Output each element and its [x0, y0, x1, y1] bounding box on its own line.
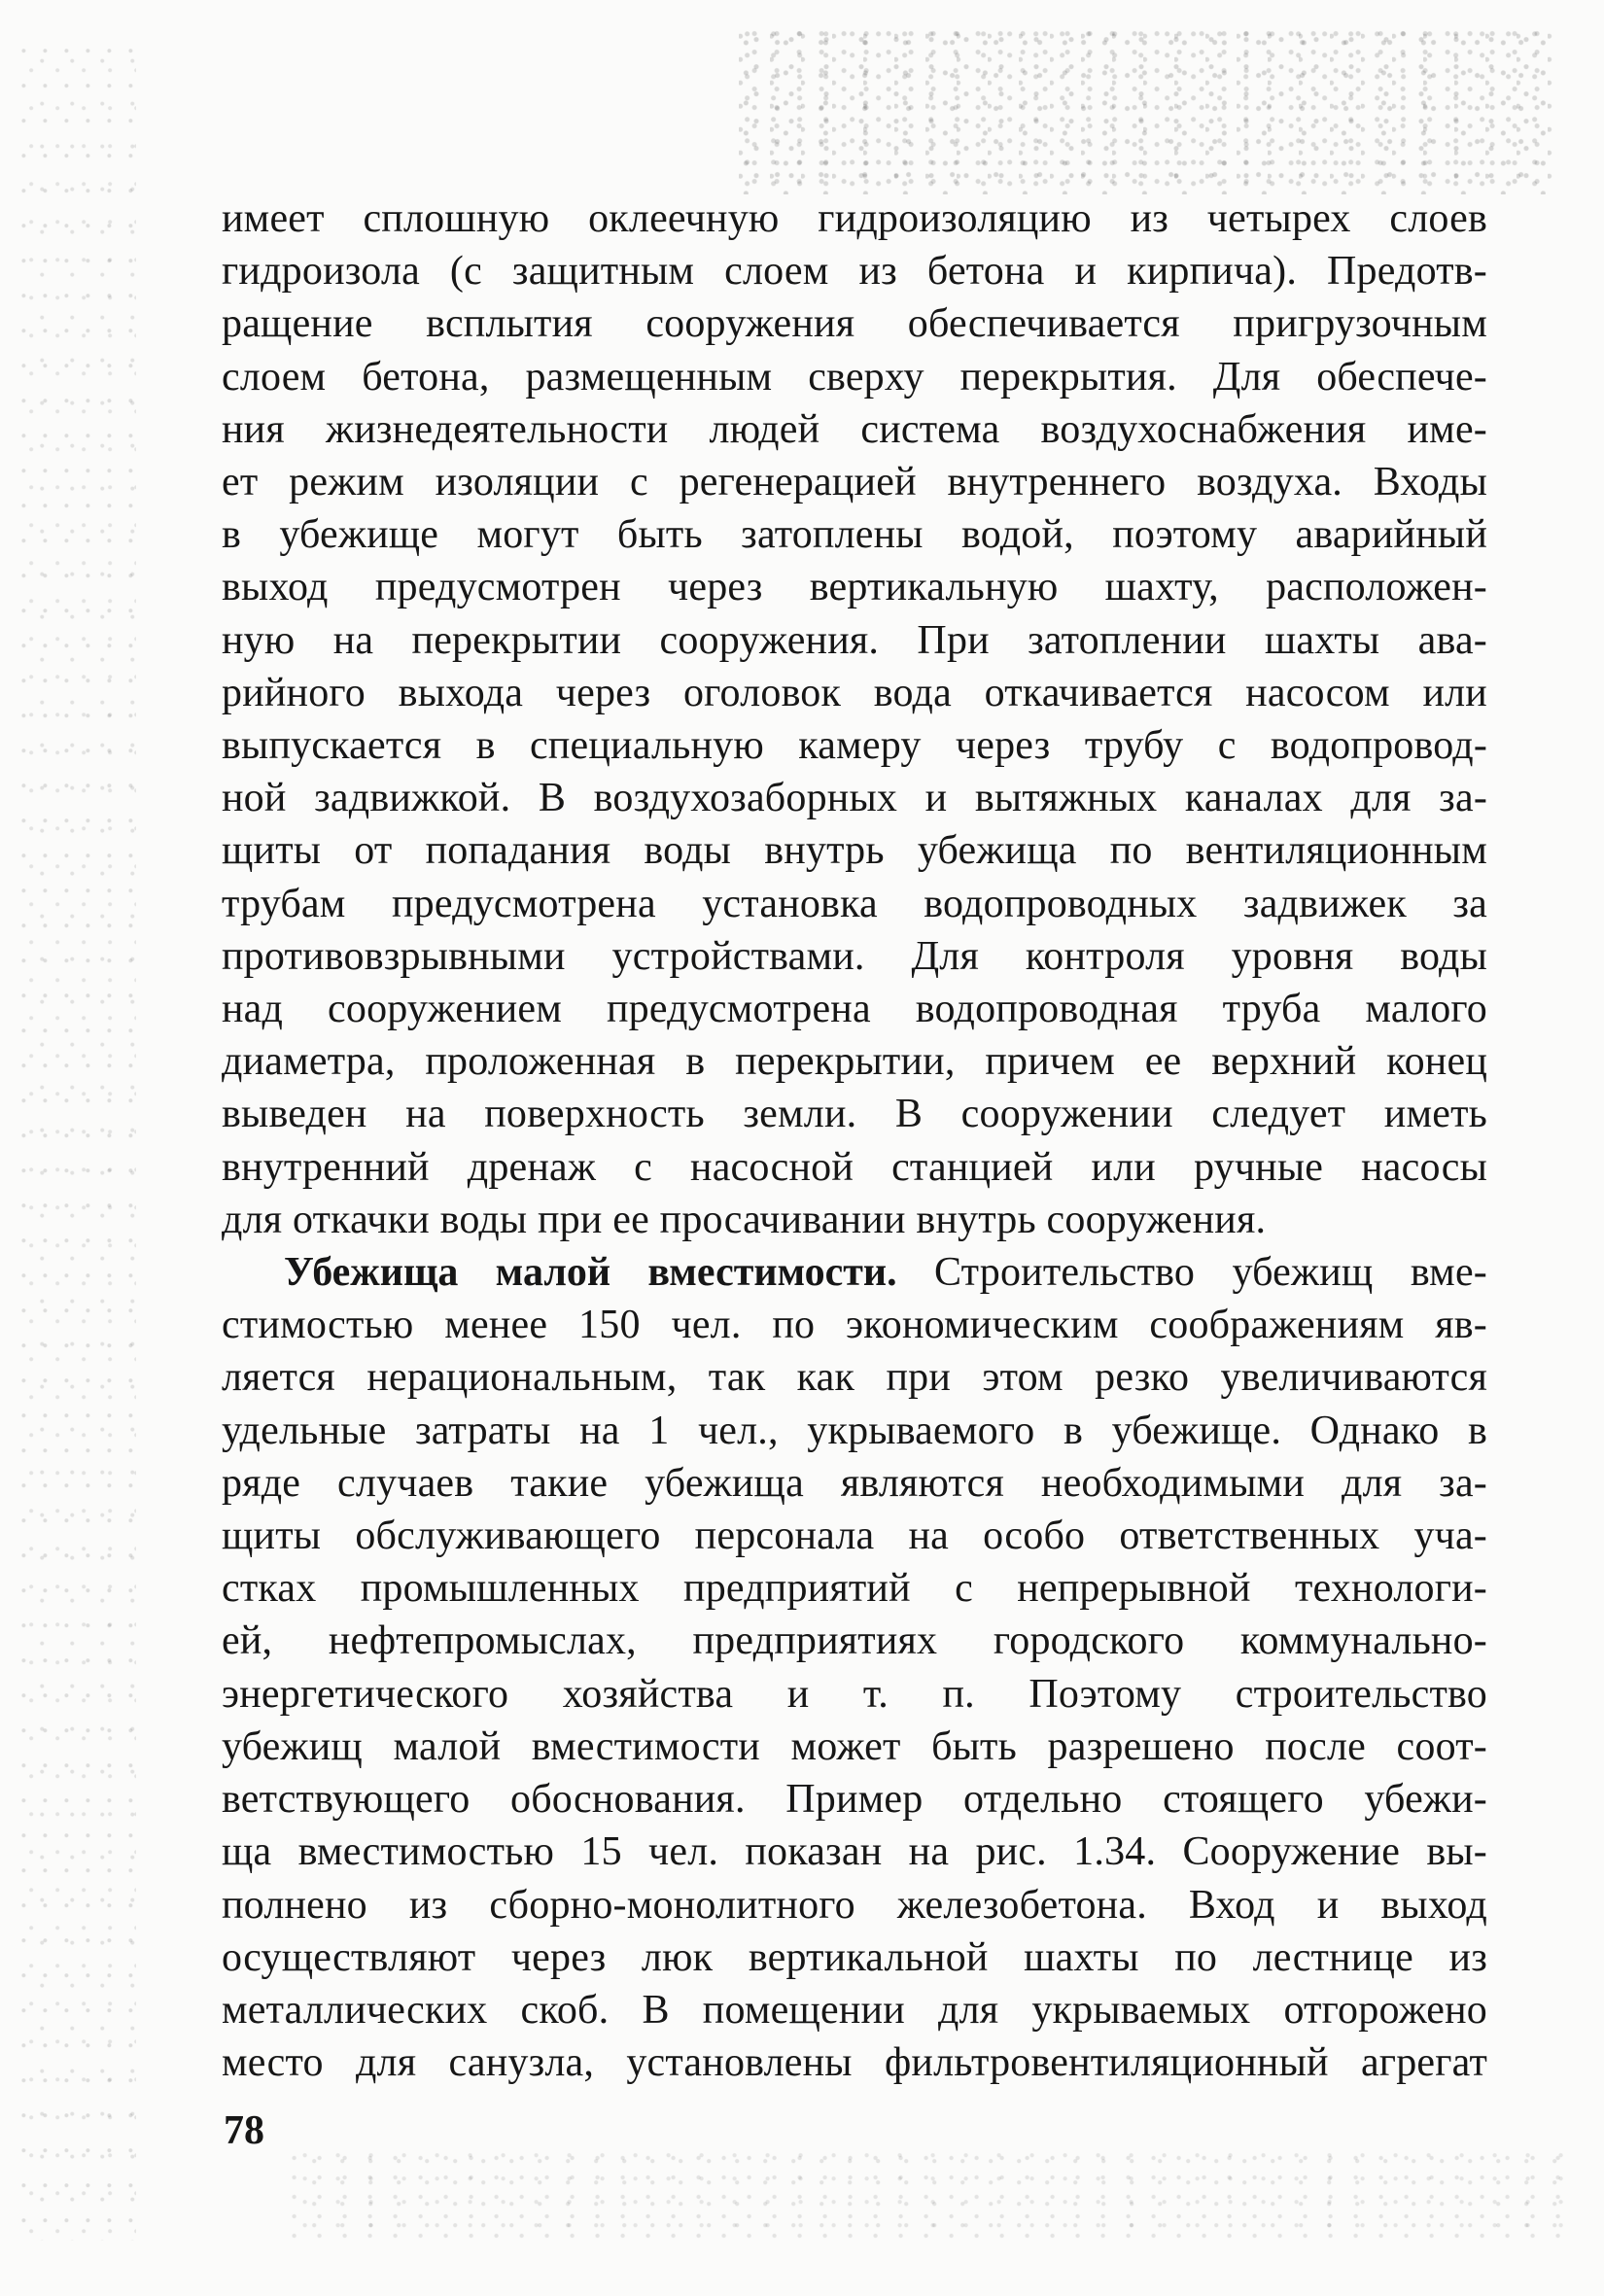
scan-noise-bottom: [292, 2148, 1575, 2241]
page-number: 78: [224, 2108, 264, 2153]
text-line: для откачки воды при ее просачивании внутрь сооружения.: [222, 1197, 1267, 1242]
text-line: ща вместимостью 15 чел. показан на рис. 1.34. Сооружение вы-: [222, 1829, 1487, 1875]
paragraph-2: [222, 1246, 1487, 2089]
text-line: ей, нефтепромыслах, предприятиях городского коммунально-: [222, 1618, 1487, 1664]
section-heading-inline: Убежища малой вместимости.: [284, 1250, 897, 1296]
text-line: выпускается в специальную камеру через трубу с водопровод-: [222, 723, 1487, 769]
main-text-column: [222, 192, 1487, 2089]
text-line: имеет сплошную оклеечную гидроизоляцию из четырех слоев: [222, 196, 1487, 241]
text-line: место для санузла, установлены фильтровентиляционный агрегат: [222, 2040, 1487, 2086]
text-line: ляется нерациональным, так как при этом резко увеличиваются: [222, 1355, 1487, 1401]
text-line: над сооружением предусмотрена водопроводная труба малого: [222, 987, 1487, 1032]
text-line: щиты от попадания воды внутрь убежища по вентиляционным: [222, 828, 1487, 874]
paragraph-2-first-line-text: Строительство убежищ вме-: [896, 1250, 1487, 1296]
text-line: противовзрывными устройствами. Для контроля уровня воды: [222, 933, 1487, 979]
text-line: ряде случаев такие убежища являются необходимыми для за-: [222, 1460, 1487, 1506]
text-line: ет режим изоляции с регенерацией внутреннего воздуха. Входы: [222, 460, 1487, 505]
text-line: внутренний дренаж с насосной станцией или ручные насосы: [222, 1144, 1487, 1190]
text-line: рийного выхода через оголовок вода откачивается насосом или: [222, 670, 1487, 715]
text-line: выведен на поверхность земли. В сооружении следует иметь: [222, 1092, 1487, 1137]
text-line: осуществляют через люк вертикальной шахты по лестнице из: [222, 1934, 1487, 1980]
text-line: ния жизнедеятельности людей система воздухоснабжения име-: [222, 406, 1487, 452]
text-line: ращение всплытия сооружения обеспечивается пригрузочным: [222, 301, 1487, 347]
text-line: стках промышленных предприятий с непрерывной технологи-: [222, 1566, 1487, 1612]
text-line: щиты обслуживающего персонала на особо ответственных уча-: [222, 1513, 1487, 1559]
text-line: металлических скоб. В помещении для укрываемых отгорожено: [222, 1987, 1487, 2033]
text-line: в убежище могут быть затоплены водой, поэтому аварийный: [222, 512, 1487, 558]
text-line: энергетического хозяйства и т. п. Поэтому строительство: [222, 1671, 1487, 1717]
text-line: гидроизола (с защитным слоем из бетона и кирпича). Предотв-: [222, 249, 1487, 295]
text-line: ную на перекрытии сооружения. При затоплении шахты ава-: [222, 617, 1487, 663]
text-line: ветствующего обоснования. Пример отдельно стоящего убежи-: [222, 1777, 1487, 1823]
text-line: трубам предусмотрена установка водопроводных задвижек за: [222, 881, 1487, 926]
text-line: слоем бетона, размещенным сверху перекрытия. Для обеспече-: [222, 354, 1487, 400]
text-line: убежищ малой вместимости может быть разрешено после соот-: [222, 1723, 1487, 1769]
paragraph-1: [222, 192, 1487, 1246]
scan-noise-top: [739, 29, 1555, 194]
text-line: диаметра, проложенная в перекрытии, причем ее верхний конец: [222, 1039, 1487, 1085]
scan-noise-left-margin: [19, 44, 136, 2241]
text-line: удельные затраты на 1 чел., укрываемого в убежище. Однако в: [222, 1408, 1487, 1453]
text-line: выход предусмотрен через вертикальную шахту, расположен-: [222, 565, 1487, 610]
text-line: ной задвижкой. В воздухозаборных и вытяжных каналах для за-: [222, 776, 1487, 821]
text-line: полнено из сборно-монолитного железобетона. Вход и выход: [222, 1882, 1487, 1928]
paragraph-2-first-line: [222, 1246, 1487, 1299]
text-line: стимостью менее 150 чел. по экономическим соображениям яв-: [222, 1303, 1487, 1348]
